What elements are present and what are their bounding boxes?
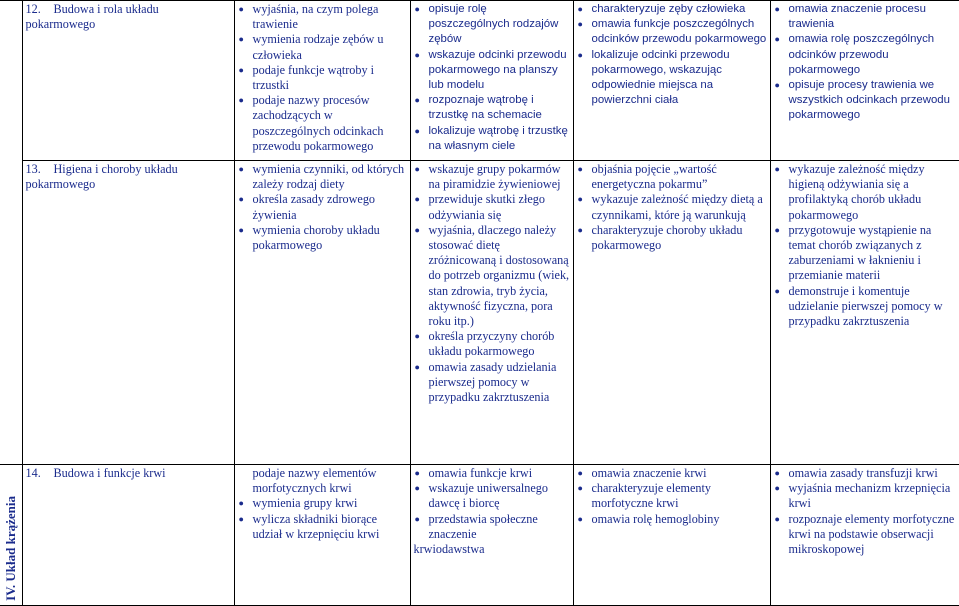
list-item: ● wskazuje odcinki przewodu pokarmowego na planszy lub modelu bbox=[414, 48, 570, 94]
list-item: ● omawia zasady udzielania pierwszej pomocy w przypadku zakrztuszenia bbox=[414, 360, 570, 406]
list-item: ● opisuje rolę poszczególnych rodzajów zębów bbox=[414, 2, 570, 48]
list-item: ● podaje nazwy procesów zachodzących w poszczególnych odcinkach przewodu pokarmowego bbox=[238, 93, 407, 154]
table-row bbox=[0, 465, 959, 606]
list-item: ● określa przyczyny chorób układu pokarmowego bbox=[414, 329, 570, 359]
list-item: ● omawia zasady transfuzji krwi bbox=[774, 466, 957, 481]
list-item: ● omawia funkcje poszczególnych odcinków przewodu pokarmowego bbox=[577, 17, 767, 47]
list-item: ● omawia rolę poszczególnych odcinków przewodu pokarmowego bbox=[774, 32, 957, 78]
requirements-cell bbox=[573, 1, 770, 161]
requirements-cell bbox=[770, 1, 959, 161]
list-item: ● wykazuje zależność między higieną odżywiania się a profilaktyką chorób układu pokarmowego bbox=[774, 162, 957, 223]
topic-cell bbox=[22, 161, 234, 465]
list-item: ● charakteryzuje elementy morfotyczne krwi bbox=[577, 481, 767, 511]
table-row bbox=[0, 161, 959, 465]
list-item: ● wyjaśnia, na czym polega trawienie bbox=[238, 2, 407, 32]
lesson-topic: Higiena i choroby układu pokarmowego bbox=[25, 162, 178, 192]
section-cell-empty bbox=[0, 1, 22, 465]
requirements-cell bbox=[234, 161, 410, 465]
requirements-cell bbox=[770, 465, 959, 606]
list-item: ● określa zasady zdrowego żywienia bbox=[238, 192, 407, 222]
requirements-cell bbox=[410, 465, 573, 606]
list-item: ● wskazuje uniwersalnego dawcę i biorcę bbox=[414, 481, 570, 511]
list-item: ● podaje funkcje wątroby i trzustki bbox=[238, 63, 407, 93]
list-item: ● lokalizuje odcinki przewodu pokarmowego, wskazując odpowiednie miejsca na powierzchni ciała bbox=[577, 48, 767, 109]
list-item: ● wyjaśnia, dlaczego należy stosować dietę zróżnicowaną i dostosowaną do potrzeb organizmu (wiek, stan zdrowia, tryb życia, aktywność fizyczna, pora roku itp.) bbox=[414, 223, 570, 329]
list-item: ● wskazuje grupy pokarmów na piramidzie żywieniowej bbox=[414, 162, 570, 192]
list-item: ● lokalizuje wątrobę i trzustkę na własnym ciele bbox=[414, 124, 570, 154]
list-item: ● przedstawia społeczne znaczenie bbox=[414, 512, 570, 542]
list-item: ● wymienia rodzaje zębów u człowieka bbox=[238, 32, 407, 62]
list-item: ● charakteryzuje choroby układu pokarmowego bbox=[577, 223, 767, 253]
requirements-cell bbox=[410, 1, 573, 161]
section-label: IV. Układ krążenia bbox=[2, 495, 18, 601]
requirements-cell bbox=[234, 465, 410, 606]
requirements-cell bbox=[234, 1, 410, 161]
requirements-cell bbox=[770, 161, 959, 465]
topic-cell bbox=[22, 465, 234, 606]
requirements-cell bbox=[573, 161, 770, 465]
list-item: ● wylicza składniki biorące udział w krzepnięciu krwi bbox=[238, 512, 407, 542]
section-label-cell bbox=[0, 465, 22, 606]
list-item: ● przygotowuje wystąpienie na temat chorób związanych z zaburzeniami w łaknieniu i przemianie materii bbox=[774, 223, 957, 284]
list-item: ● przewiduje skutki złego odżywiania się bbox=[414, 192, 570, 222]
list-item: ● rozpoznaje elementy morfotyczne krwi na podstawie obserwacji mikroskopowej bbox=[774, 512, 957, 558]
table-row bbox=[0, 1, 959, 161]
list-item: ● wymienia czynniki, od których zależy rodzaj diety bbox=[238, 162, 407, 192]
list-item: ● omawia funkcje krwi bbox=[414, 466, 570, 481]
list-item: ● omawia znaczenie krwi bbox=[577, 466, 767, 481]
lesson-number: 13. bbox=[25, 162, 41, 176]
topic-cell bbox=[22, 1, 234, 161]
list-item: ● omawia znaczenie procesu trawienia bbox=[774, 2, 957, 32]
list-item: ● opisuje procesy trawienia we wszystkich odcinkach przewodu pokarmowego bbox=[774, 78, 957, 124]
list-item: ● wymienia choroby układu pokarmowego bbox=[238, 223, 407, 253]
list-item: podaje nazwy elementów morfotycznych krwi bbox=[252, 466, 377, 496]
list-item-tail: krwiodawstwa bbox=[413, 542, 485, 557]
lesson-number: 14. bbox=[25, 466, 41, 480]
list-item: ● omawia rolę hemoglobiny bbox=[577, 512, 767, 527]
list-item: ● objaśnia pojęcie „wartość energetyczna pokarmu” bbox=[577, 162, 767, 192]
lesson-number: 12. bbox=[25, 2, 41, 16]
list-item: ● wymienia grupy krwi bbox=[238, 496, 407, 511]
list-item: ● wykazuje zależność między dietą a czynnikami, które ją warunkują bbox=[577, 192, 767, 222]
list-item: ● rozpoznaje wątrobę i trzustkę na schemacie bbox=[414, 93, 570, 123]
requirements-cell bbox=[410, 161, 573, 465]
lesson-topic: Budowa i funkcje krwi bbox=[53, 466, 166, 480]
requirements-cell bbox=[573, 465, 770, 606]
list-item: ● wyjaśnia mechanizm krzepnięcia krwi bbox=[774, 481, 957, 511]
list-item: ● demonstruje i komentuje udzielanie pierwszej pomocy w przypadku zakrztuszenia bbox=[774, 284, 957, 330]
lesson-topic: Budowa i rola układu pokarmowego bbox=[25, 2, 159, 32]
list-item: ● charakteryzuje zęby człowieka bbox=[577, 2, 767, 17]
